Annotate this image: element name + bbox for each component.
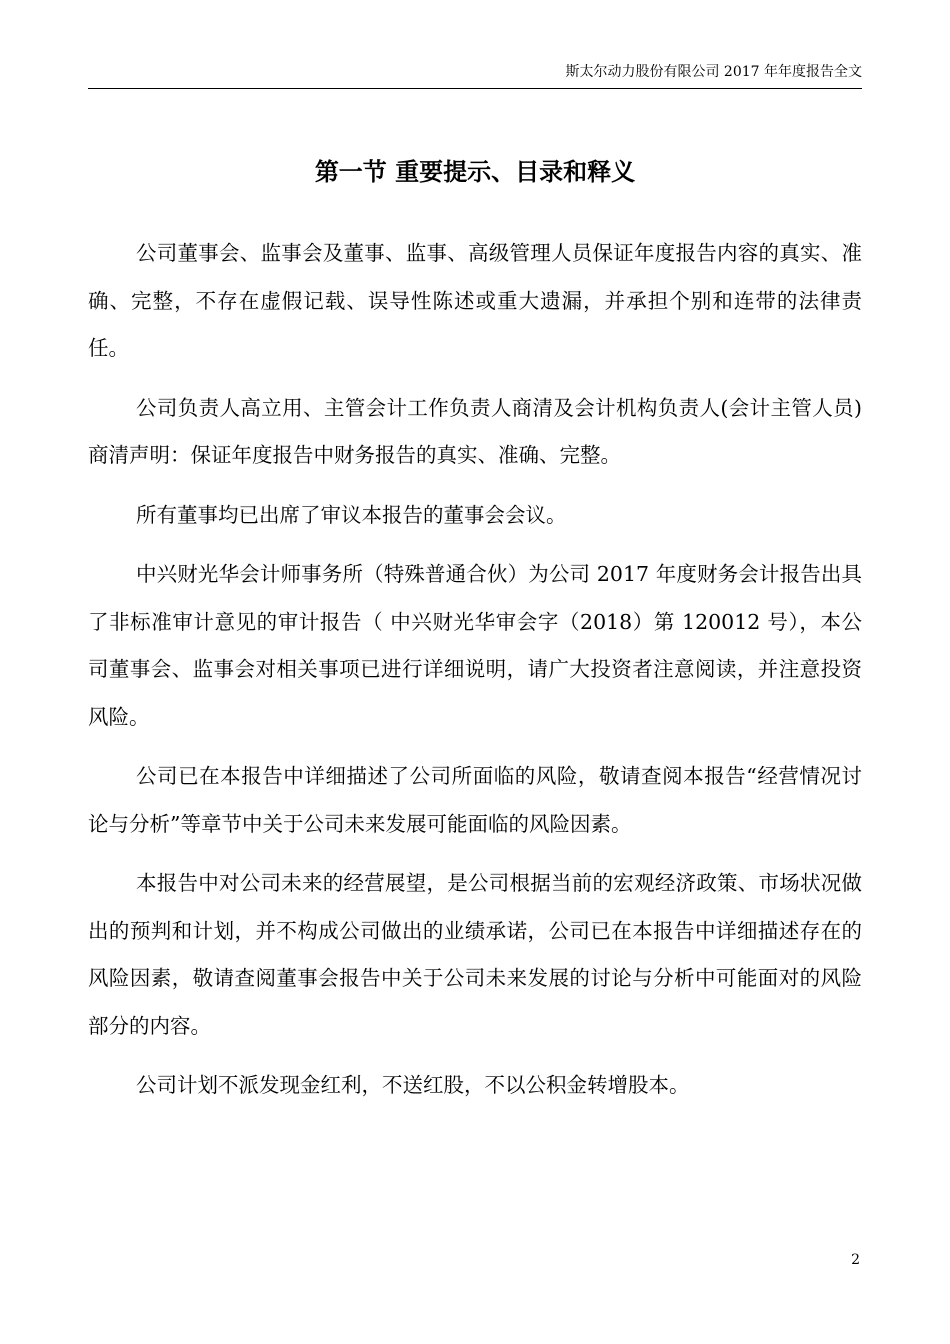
running-header: 斯太尔动力股份有限公司 2017 年年度报告全文 <box>565 64 862 80</box>
header-divider <box>88 88 862 89</box>
paragraph-outlook-disclaimer: 本报告中对公司未来的经营展望，是公司根据当前的宏观经济政策、市场状况做出的预判和计划，并不构成公司做出的业绩承诺，公司已在本报告中详细描述存在的风险因素，敬请查阅董事会报告中关于公司未来发展的讨论与分析中可能面对的风险部分的内容。 <box>88 871 862 1038</box>
paragraph-responsible-persons: 公司负责人高立用、主管会计工作负责人商清及会计机构负责人(会计主管人员)商清声明：保证年度报告中财务报告的真实、准确、完整。 <box>88 395 862 467</box>
paragraph-risk-description: 公司已在本报告中详细描述了公司所面临的风险，敬请查阅本报告“经营情况讨论与分析”等章节中关于公司未来发展可能面临的风险因素。 <box>88 764 862 836</box>
paragraph-board-guarantee: 公司董事会、监事会及董事、监事、高级管理人员保证年度报告内容的真实、准确、完整，不存在虚假记载、误导性陈述或重大遗漏，并承担个别和连带的法律责任。 <box>88 241 862 360</box>
paragraph-audit-opinion: 中兴财光华会计师事务所（特殊普通合伙）为公司 2017 年度财务会计报告出具了非标准审计意见的审计报告（ 中兴财光华审会字（2018）第 120012 号），本公司董事会、监事会对相关事项已进行详细说明，请广大投资者注意阅读，并注意投资风险。 <box>88 562 862 729</box>
page-number: 2 <box>851 1252 860 1268</box>
section-title: 第一节 重要提示、目录和释义 <box>314 158 636 186</box>
paragraph-directors-attendance: 所有董事均已出席了审议本报告的董事会会议。 <box>136 502 567 527</box>
document-body <box>88 230 862 1122</box>
paragraph-dividend-plan: 公司计划不派发现金红利，不送红股，不以公积金转增股本。 <box>136 1073 690 1097</box>
